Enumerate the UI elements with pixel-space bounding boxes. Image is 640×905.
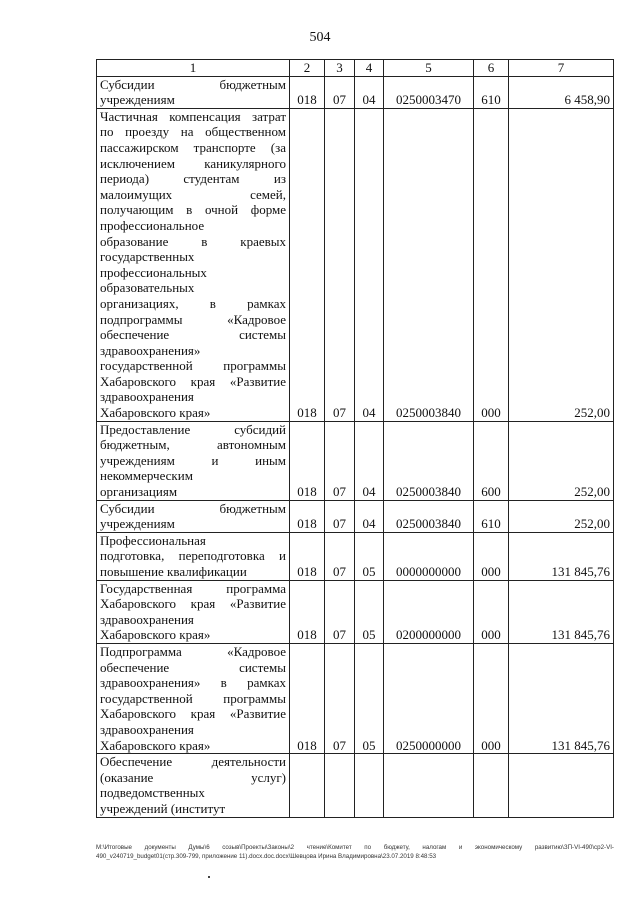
ministry-code: 018 — [290, 500, 325, 532]
row-name-line: Хабаровского края» — [100, 405, 211, 421]
file-path-line: М:\Итоговые документы Думы\6 созыв\Проекты\Законы\2 чтение\Комитет по бюджету, налогам и экономическому развитию\ЗП-VI-490\ср2-VI- — [96, 844, 614, 851]
file-path-line: 490_v240719_budget01(стр.309-799, приложение 11).docx.doc.docx\Шевцова Ирина Владимировна\23.07.2019 8:48:53 — [96, 853, 437, 860]
row-name-line: здравоохранения — [100, 721, 194, 737]
row-name-line: бюджетным, автономным — [100, 437, 286, 453]
amount: 6 458,90 — [509, 76, 614, 108]
row-name-line: здравоохранения — [100, 389, 194, 405]
table-row — [97, 580, 614, 643]
section-code: 07 — [325, 580, 355, 643]
section-code: 07 — [325, 643, 355, 753]
row-name-line: периода) студентам из — [100, 171, 286, 187]
section-code: 07 — [325, 421, 355, 500]
table-row — [97, 643, 614, 753]
row-name-line: Частичная компенсация затрат — [100, 108, 286, 124]
row-name-line: малоимущих семей, — [100, 186, 286, 202]
subsection-code: 05 — [355, 643, 384, 753]
row-name-line: по проезду на общественном — [100, 124, 286, 140]
row-name-line: Хабаровского края «Развитие — [100, 373, 286, 389]
row-name-line: организациях, в рамках — [100, 295, 286, 311]
amount: 131 845,76 — [509, 580, 614, 643]
expense-type-code: 610 — [474, 500, 509, 532]
amount: 252,00 — [509, 421, 614, 500]
section-code: 07 — [325, 500, 355, 532]
row-name-line: Хабаровского края «Развитие — [100, 706, 286, 722]
row-name-line: получающим в очной форме — [100, 202, 286, 218]
expense-type-code: 600 — [474, 421, 509, 500]
target-article-code — [384, 754, 474, 817]
amount: 252,00 — [509, 500, 614, 532]
section-code: 07 — [325, 532, 355, 580]
row-name-line: обеспечение системы — [100, 327, 286, 343]
table-row — [97, 76, 614, 108]
target-article-code: 0250003840 — [384, 108, 474, 421]
column-number-5: 5 — [384, 60, 474, 77]
expense-type-code: 000 — [474, 532, 509, 580]
row-name-line: Обеспечение деятельности — [100, 754, 286, 770]
page-number: 504 — [309, 30, 331, 45]
row-name-line: образование в краевых — [100, 233, 286, 249]
ministry-code: 018 — [290, 76, 325, 108]
table-row — [97, 754, 614, 817]
row-name-line: повышение квалификации — [100, 564, 247, 579]
row-name-line: Хабаровского края» — [100, 627, 211, 643]
row-name-line: исключением каникулярного — [100, 155, 286, 171]
row-name-line: подготовка, переподготовка и — [100, 548, 286, 564]
row-name-line: государственной программы — [100, 690, 286, 706]
row-name-line: учреждениям — [100, 92, 175, 108]
column-number-7: 7 — [509, 60, 614, 77]
row-name-line: Предоставление субсидий — [100, 421, 286, 437]
expense-type-code: 000 — [474, 108, 509, 421]
column-number-6: 6 — [474, 60, 509, 77]
subsection-code: 04 — [355, 76, 384, 108]
row-name-line: подпрограммы «Кадровое — [100, 311, 286, 327]
row-name-line: подведомственных — [100, 785, 205, 801]
target-article-code: 0200000000 — [384, 580, 474, 643]
row-name-line: организациям — [100, 484, 178, 500]
ministry-code: 018 — [290, 108, 325, 421]
expense-type-code: 000 — [474, 643, 509, 753]
row-name-line: Профессиональная — [100, 532, 206, 548]
target-article-code: 0000000000 — [384, 532, 474, 580]
row-name-line: обеспечение системы — [100, 659, 286, 675]
subsection-code: 05 — [355, 532, 384, 580]
amount: 252,00 — [509, 108, 614, 421]
row-name-line: пассажирском транспорте (за — [100, 139, 286, 155]
subsection-code: 04 — [355, 108, 384, 421]
row-name-line: Хабаровского края» — [100, 737, 211, 753]
column-number-2: 2 — [290, 60, 325, 77]
ministry-code: 018 — [290, 643, 325, 753]
column-number-3: 3 — [325, 60, 355, 77]
row-name — [97, 643, 290, 753]
row-name-line: Хабаровского края «Развитие — [100, 596, 286, 612]
row-name-line: здравоохранения» в рамках — [100, 675, 286, 691]
row-name-line: профессиональное — [100, 217, 205, 233]
target-article-code: 0250003840 — [384, 500, 474, 532]
ministry-code: 018 — [290, 421, 325, 500]
row-name-line: Государственная программа — [100, 580, 286, 596]
row-name-line: профессиональных — [100, 264, 207, 280]
row-name — [97, 500, 290, 532]
row-name — [97, 108, 290, 421]
budget-table — [96, 59, 614, 818]
amount: 131 845,76 — [509, 643, 614, 753]
row-name — [97, 754, 290, 817]
subsection-code: 05 — [355, 580, 384, 643]
amount: 131 845,76 — [509, 532, 614, 580]
ministry-code: 018 — [290, 580, 325, 643]
amount — [509, 754, 614, 817]
row-name-line: государственной программы — [100, 358, 286, 374]
row-name-line: учреждениям — [100, 516, 175, 532]
row-name-line: (оказание услуг) — [100, 769, 286, 785]
section-code: 07 — [325, 76, 355, 108]
row-name-line: здравоохранения — [100, 611, 194, 627]
row-name-line: Субсидии бюджетным — [100, 76, 286, 92]
ministry-code — [290, 754, 325, 817]
expense-type-code: 000 — [474, 580, 509, 643]
table-row — [97, 108, 614, 421]
section-code: 07 — [325, 108, 355, 421]
subsection-code: 04 — [355, 500, 384, 532]
row-name-line: Подпрограмма «Кадровое — [100, 643, 286, 659]
header-row — [97, 60, 614, 77]
row-name — [97, 532, 290, 580]
expense-type-code: 610 — [474, 76, 509, 108]
section-code — [325, 754, 355, 817]
row-name — [97, 76, 290, 108]
row-name-line: учреждений (институт — [100, 800, 226, 816]
row-name — [97, 580, 290, 643]
scan-speck — [208, 876, 210, 878]
column-number-1: 1 — [97, 60, 290, 77]
target-article-code: 0250003470 — [384, 76, 474, 108]
target-article-code: 0250003840 — [384, 421, 474, 500]
row-name-line: учреждениям и иным — [100, 452, 286, 468]
column-number-4: 4 — [355, 60, 384, 77]
target-article-code: 0250000000 — [384, 643, 474, 753]
row-name-line: некоммерческим — [100, 468, 193, 484]
row-name — [97, 421, 290, 500]
row-name-line: образовательных — [100, 280, 195, 296]
row-name-line: Субсидии бюджетным — [100, 500, 286, 516]
subsection-code: 04 — [355, 421, 384, 500]
ministry-code: 018 — [290, 532, 325, 580]
table-row — [97, 532, 614, 580]
table-row — [97, 500, 614, 532]
subsection-code — [355, 754, 384, 817]
file-path-footer — [96, 843, 614, 861]
table-row — [97, 421, 614, 500]
row-name-line: государственных — [100, 249, 195, 265]
row-name-line: здравоохранения» — [100, 342, 201, 358]
expense-type-code — [474, 754, 509, 817]
